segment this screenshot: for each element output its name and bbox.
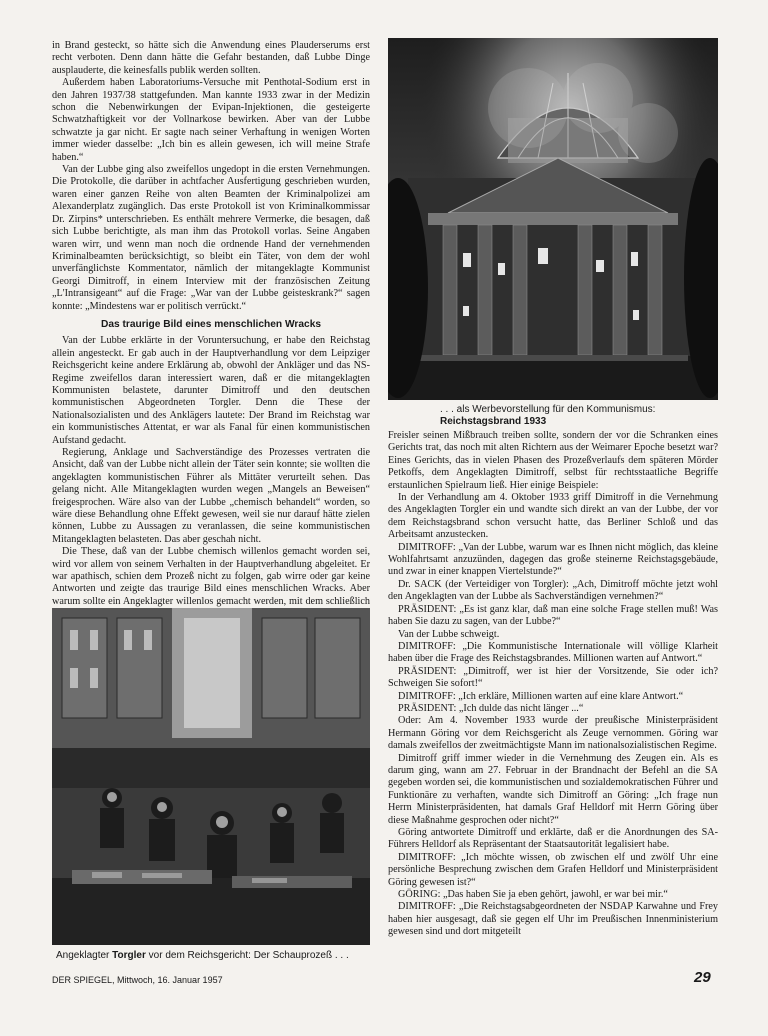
right-text-column bbox=[388, 430, 718, 939]
paragraph: DIMITROFF: „Die Kommunistische Internationale will völlige Klarheit haben über die Frage des Reichstagsbrandes. Millionen warten auf Antwort.“ bbox=[388, 640, 718, 665]
paragraph: DIMITROFF: „Ich erkläre, Millionen warten auf eine klare Antwort.“ bbox=[398, 690, 684, 702]
photo-caption-top bbox=[440, 404, 730, 428]
section-subheading: Das traurige Bild eines menschlichen Wracks bbox=[100, 318, 322, 330]
paragraph: Van der Lubbe erklärte in der Voruntersuchung, er habe den Reichstag allein angesteckt. Er gab auch in der Hauptverhandlung vor dem Leipziger Reichsgericht keine andere Erklärung ab, obwohl der Ankläger und das NS-Regime zweifellos daran interessiert waren, daß er die mitangeklagten Kommunisten belastete, darunter Dimitroff und den deutschen kommunistischen Abgeordneten Torgler. Denn die These der Nationalsozialisten und des Anklägers lautete: Der Brand im Reichstag war ein kommunistisches Attentat, er war als Fanal für einen kommunistischen Aufstand gedacht. bbox=[52, 335, 370, 446]
publication-footer: DER SPIEGEL, Mittwoch, 16. Januar 1957 bbox=[52, 975, 223, 985]
paragraph: DIMITROFF: „Ich möchte wissen, ob zwischen elf und zwölf Uhr eine persönliche Besprechung zwischen dem Grafen Helldorf und Ministerpräsident Göring gewesen ist?“ bbox=[388, 851, 718, 888]
paragraph: In der Verhandlung am 4. Oktober 1933 griff Dimitroff in die Vernehmung des Angeklagten Torgler ein und wandte sich direkt an van der Lubbe, der vor dem Reichstagsbrand schon versucht hatte, das Berliner Schloß und das Arbeitsamt anzustecken. bbox=[388, 492, 718, 541]
paragraph: Van der Lubbe schweigt. bbox=[398, 628, 500, 640]
paragraph: in Brand gesteckt, so hätte sich die Anwendung eines Plauderserums erst recht verboten. Denn dann hätte die Gefahr bestanden, daß Lubbe Dinge ausplauderte, die keinesfalls publik werden sollten. bbox=[52, 40, 370, 76]
paragraph: Dr. SACK (der Verteidiger von Torgler): „Ach, Dimitroff möchte jetzt wohl den Angeklagten van der Lubbe als Sachverständigen vernehmen?“ bbox=[388, 578, 718, 603]
courtroom-photo bbox=[52, 608, 370, 945]
paragraph: Die These, daß van der Lubbe chemisch willenlos gemacht worden sei, wird vor allem von seinem Verhalten in der Hauptverhandlung abgeleitet. Er war apathisch, schien dem Prozeß nicht zu folgen, gab wirre oder gar keine Antworten und zeigte das traurige Bild eines menschlichen Wracks. Aber warum sollte ein Angeklagter willenlos gemacht werden, mit dem schließlich bbox=[52, 546, 370, 607]
paragraph: Freisler seinen Mißbrauch treiben sollte, sondern der vor die Schranken eines Gerichts trat, das noch mit alten Richtern aus der Weimarer Epoche besetzt war? Eines Gerichts, das in vielen Phasen des Prozeßverlaufs dem späteren Mörder Petkoffs, dem Angeklagten Dimitroff, selbst für rechtsstaatliche Begriffe erstaunlichen Spielraum ließ. Hier einige Beispiele: bbox=[388, 430, 718, 491]
caption-text: vor dem Reichsgericht: Der Schauprozeß . . . bbox=[145, 950, 349, 961]
paragraph: GÖRING: „Das haben Sie ja eben gehört, jawohl, er war bei mir.“ bbox=[398, 889, 668, 901]
paragraph: PRÄSIDENT: „Es ist ganz klar, daß man eine solche Frage stellen muß! Was haben Sie dazu zu sagen, van der Lubbe?“ bbox=[388, 603, 718, 628]
paragraph: PRÄSIDENT: „Ich dulde das nicht länger ...“ bbox=[398, 702, 584, 714]
paragraph: DIMITROFF: „Die Reichstagsabgeordneten der NSDAP Karwahne und Frey haben hier ausgesagt, daß sie gegen elf Uhr im Preußischen Innenministerium gewesen sind und dort mitgeteilt bbox=[388, 901, 718, 938]
page-number: 29 bbox=[694, 969, 711, 986]
photo-caption-bottom bbox=[56, 950, 372, 962]
caption-emphasis: Torgler bbox=[112, 950, 146, 961]
paragraph: Außerdem haben Laboratoriums-Versuche mit Penthotal-Sodium erst in den Jahren 1937/38 stattgefunden. Man kannte 1933 zwar in der Medizin schon die Nebenwirkungen der Evipan-Injektionen, die gesteigerte Schwatzhaftigkeit vor der Vollnarkose bewirken. Aber van der Lubbe schwatzte ja gar nicht. Er sagte nach seiner Verhaftung in wenigen Worten immer wieder dasselbe: „Ich bin es allein gewesen, ich will meine Strafe haben.“ bbox=[52, 77, 370, 163]
caption-text: . . . als Werbevorstellung für den Kommunismus: bbox=[440, 404, 656, 415]
caption-text: Angeklagter bbox=[56, 950, 113, 961]
caption-emphasis: Reichstagsbrand 1933 bbox=[440, 416, 547, 427]
left-text-column bbox=[52, 40, 370, 638]
paragraph: DIMITROFF: „Van der Lubbe, warum war es Ihnen nicht möglich, das kleine Wohlfahrtsamt anzuzünden, dagegen das große steinerne Reichstagsgebäude, und zwar in einer knappen Viertelstunde?“ bbox=[388, 541, 718, 578]
reichstag-fire-photo bbox=[388, 38, 718, 400]
paragraph: Dimitroff griff immer wieder in die Vernehmung des Zeugen ein. Als es darum ging, wann am 27. Februar in der Brandnacht der Befehl an die SA gegeben worden sei, die kommunistischen und sozialdemokratischen Führer und Funktionäre zu verhaften, wandte sich Dimitroff an Göring: „Ich frage nun Herrn Ministerpräsidenten, hat damals Graf Helldorf mit Herrn Göring über diese Maßnahme gesprochen oder nicht?“ bbox=[388, 752, 718, 826]
paragraph: Göring antwortete Dimitroff und erklärte, daß er die Anordnungen des SA-Führers Helldorf als Repräsentant der Staatsautorität legalisiert habe. bbox=[388, 827, 718, 851]
paragraph: PRÄSIDENT: „Dimitroff, wer ist hier der Vorsitzende, Sie oder ich? Schweigen Sie sofort!“ bbox=[388, 665, 718, 690]
paragraph: Regierung, Anklage und Sachverständige des Prozesses vertraten die Ansicht, daß van der Lubbe nicht allein der Täter sein konnte; sie wollten die angeklagten kommunistischen Führer als Mittäter verurteilt sehen. Das gelang nicht. Alle Mitangeklagten wurden wegen „Mangels an Beweisen“ freigesprochen. Wäre also van der Lubbe „chemisch behandelt“ worden, so wäre diese Behandlung ohne Effekt gewesen, weil sie nur darauf hätte zielen können, Lubbe zu Aussagen zu veranlassen, die seine kommunistischen Mitangeklagten belasteten. Das aber geschah nicht. bbox=[52, 447, 370, 545]
paragraph: Oder: Am 4. November 1933 wurde der preußische Ministerpräsident Hermann Göring vor dem Reichsgericht als Zeuge vernommen. Göring war damals zweifellos der zweitmächtigste Mann im nationalsozialistischen Regime. bbox=[388, 715, 718, 752]
paragraph: Van der Lubbe ging also zweifellos ungedopt in die ersten Vernehmungen. Die Protokolle, die darüber in achtfacher Ausfertigung geschrieben wurden, waren einer ganzen Reihe von alten Beamten der Kriminalpolizei am Alexanderplatz zugänglich. Das erste Protokoll ist von Kriminalkommissar Dr. Zirpins* unterschrieben. Es enthält mehrere Vermerke, die besagen, daß sich Lubbe berichtigte, als man ihm das Protokoll vorlas. Seine Angaben waren wirr, und wenn man noch die ordnende Hand der vernehmenden Kriminalbeamten berücksichtigt, so bleibt ein Täter, von dem der wohl unverfänglichste Kommentator, nämlich der mitangeklagte Kommunist Georgi Dimitroff, in einem Interview mit der französischen Zeitung „L'Intransigeant“ auf die Frage: „War van der Lubbe geisteskrank?“ sagen konnte: „Mindestens war er politisch verrückt.“ bbox=[52, 164, 370, 312]
